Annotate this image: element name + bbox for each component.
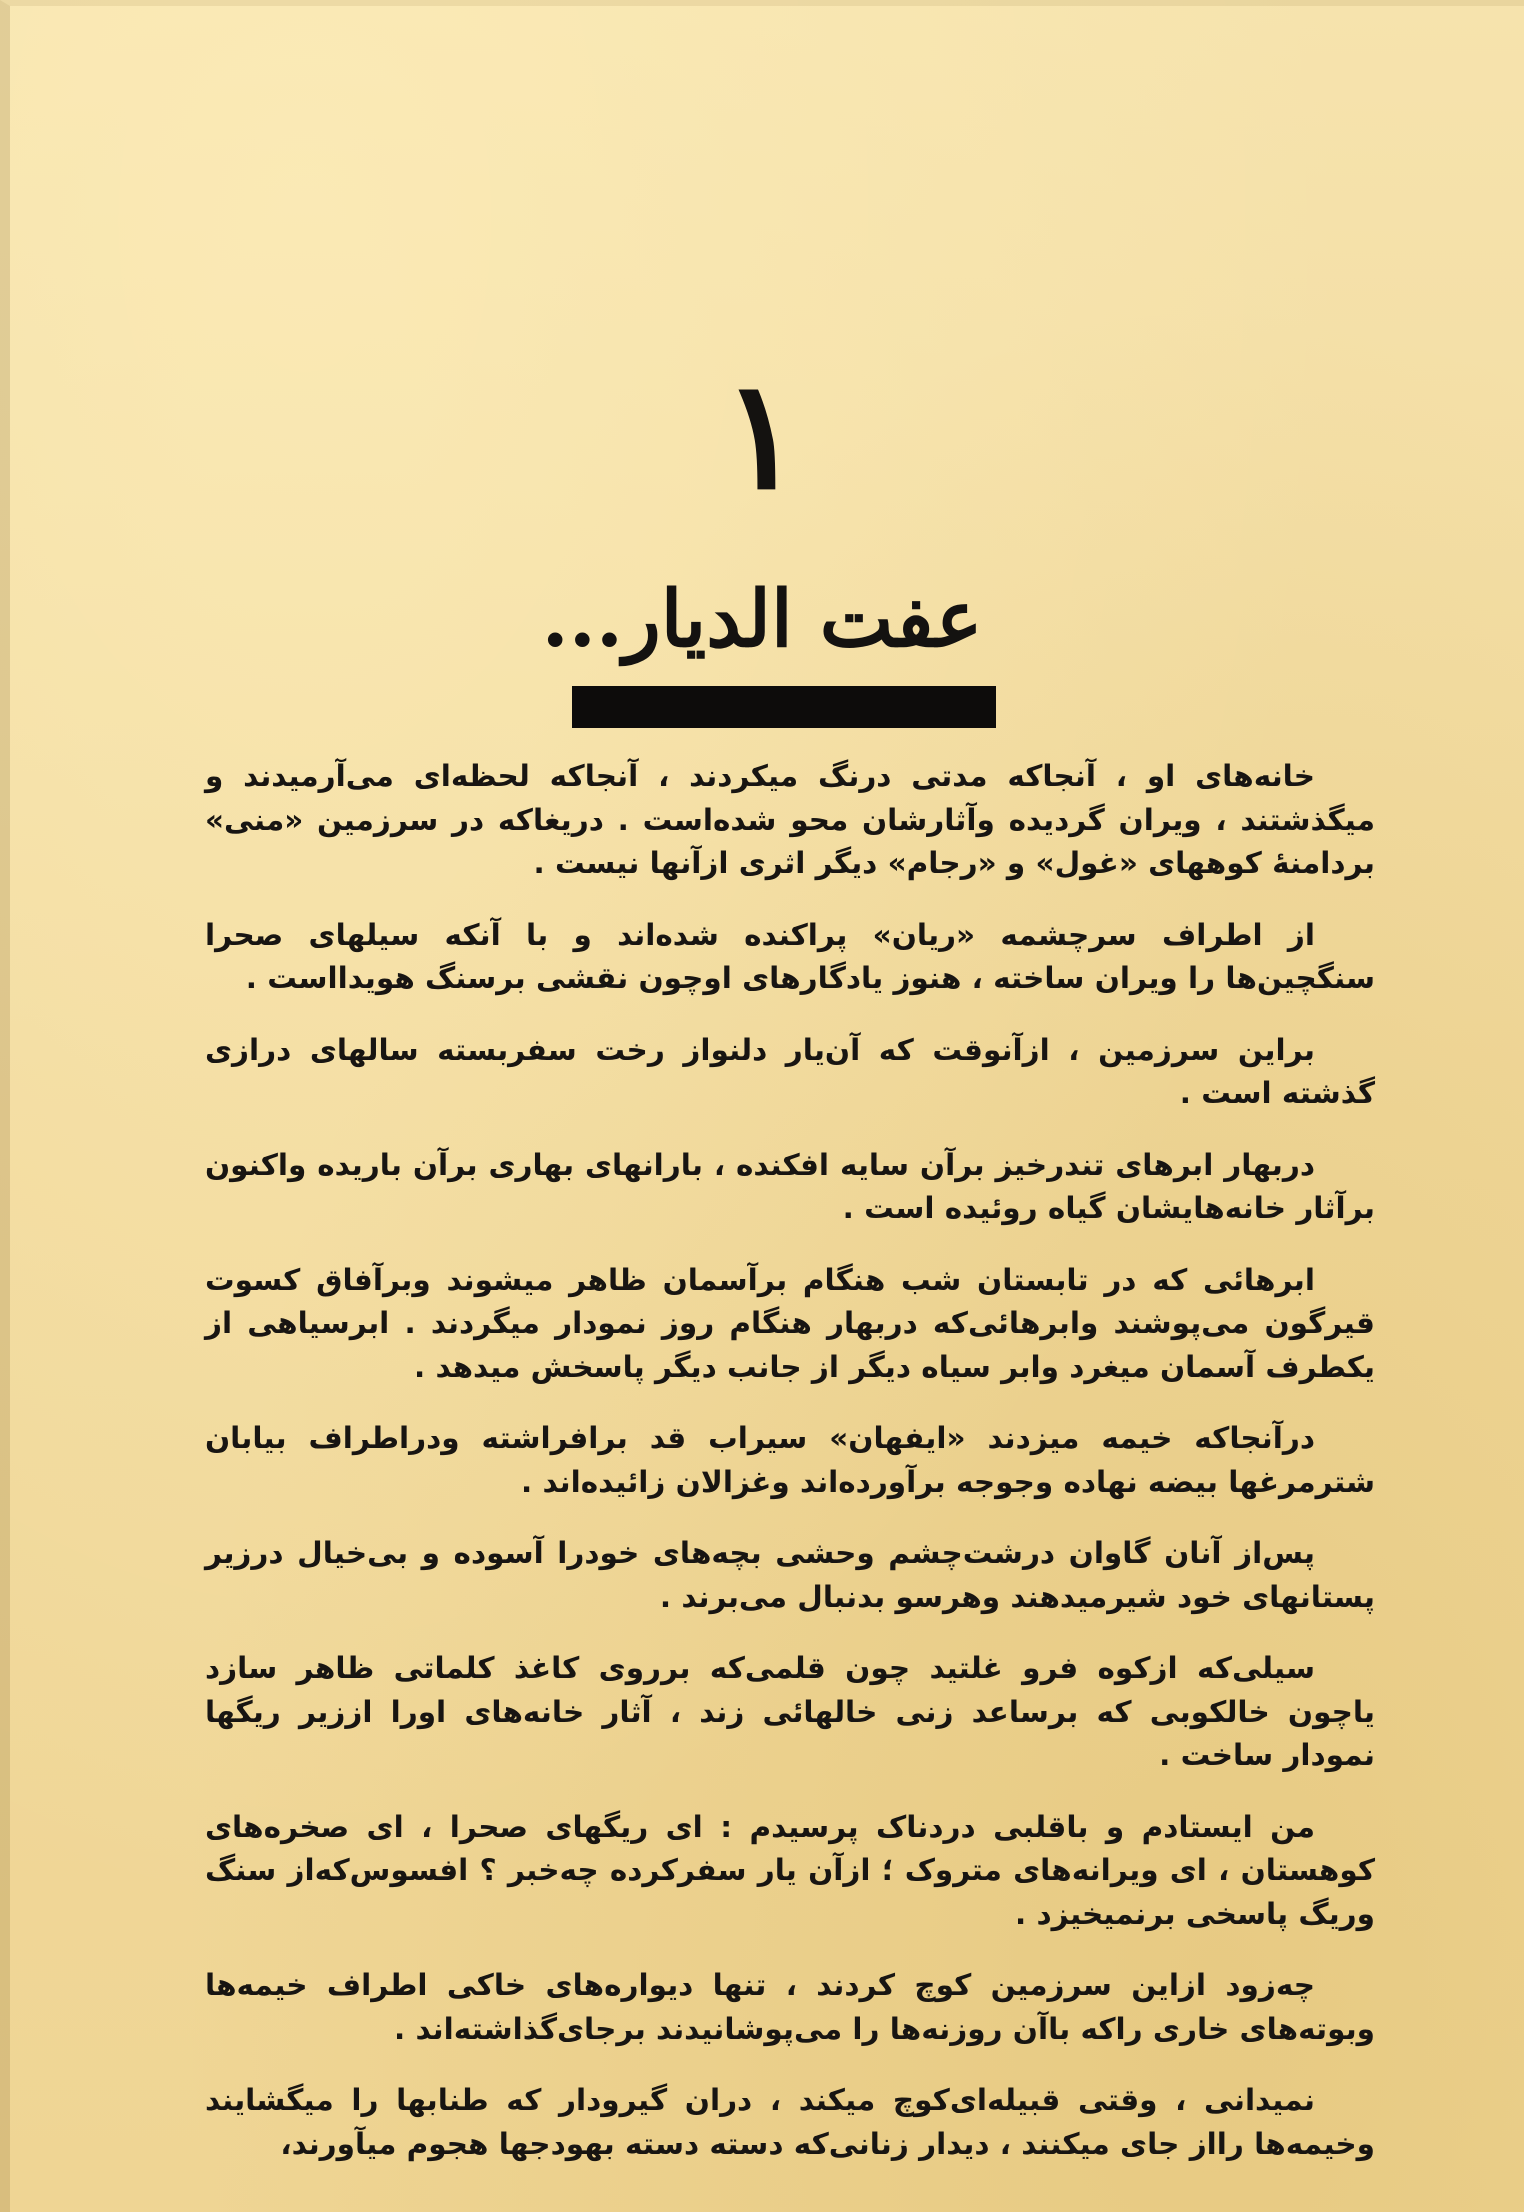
- paragraph: دربهار ابرهای تندرخیز برآن سایه افکنده ، بارانهای بهاری برآن باریده واکنون برآثار خانه‌هایشان گیاه روئیده است .: [205, 1147, 1375, 1225]
- paragraph: درآنجاکه خیمه میزدند «ایفهان» سیراب قد برافراشته ودراطراف بیابان شترمرغها بیضه نهاده وجوجه برآورده‌اند وغزالان زائیده‌اند .: [205, 1421, 1375, 1499]
- redaction-bar: [572, 686, 996, 728]
- paragraph: پس‌از آنان گاوان درشت‌چشم وحشی بچه‌های خودرا آسوده و بی‌خیال درزیر پستانهای خود شیرمیدهند وهرسو بدنبال می‌برند .: [205, 1536, 1375, 1614]
- paragraph: از اطراف سرچشمه «ریان» پراکنده شده‌اند و با آنکه سیلهای صحرا سنگچین‌ها را ویران ساخته ، هنوز یادگارهای اوچون نقشی برسنگ هویدااست .: [205, 917, 1375, 995]
- paragraph: من ایستادم و باقلبی دردناک پرسیدم : ای ریگهای صحرا ، ای صخره‌های کوهستان ، ای ویرانه‌های متروک ؛ ازآن یار سفرکرده چه‌خبر ؟ افسوس‌که‌از سنگ وریگ پاسخی برنمیخیزد .: [205, 1809, 1375, 1931]
- chapter-number: ۱: [721, 347, 803, 523]
- paragraph: نمیدانی ، وقتی قبیله‌ای‌کوچ میکند ، دران گیرودار که طنابها را میگشایند وخیمه‌ها رااز جای میکنند ، دیدار زنانی‌که دسته دسته بهودجها هجوم میآورند،: [205, 2083, 1375, 2161]
- paragraph: ابرهائی که در تابستان شب هنگام برآسمان ظاهر میشوند وبرآفاق کسوت قیرگون می‌پوشند وابرهائی‌که دربهار هنگام روز نمودار میگردند . ابرسیاهی از یکطرف آسمان میغرد وابر سیاه دیگر از جانب دیگر پاسخش میدهد .: [205, 1262, 1375, 1384]
- paragraph: سیلی‌که ازکوه فرو غلتید چون قلمی‌که برروی کاغذ کلماتی ظاهر سازد یاچون خالکوبی که برساعد زنی خالهائی زند ، آثار خانه‌های اورا اززیر ریگها نمودار ساخت .: [205, 1651, 1375, 1772]
- paragraph: خانه‌های او ، آنجاکه مدتی درنگ میکردند ، آنجاکه لحظه‌ای می‌آرمیدند و میگذشتند ، ویران گردیده وآثارشان محو شده‌است . دریغاکه در سرزمین «منی» بردامنهٔ کوههای «غول» و «رجام» دیگر اثری ازآنها نیست .: [205, 759, 1375, 880]
- chapter-body: [205, 755, 1375, 2194]
- paragraph: براین سرزمین ، ازآنوقت که آن‌یار دلنواز رخت سفربسته سالهای درازی گذشته است .: [205, 1032, 1375, 1110]
- paragraph: چه‌زود ازاین سرزمین کوچ کردند ، تنها دیواره‌های خاکی اطراف خیمه‌ها وبوته‌های خاری راکه باآن روزنه‌ها را می‌پوشانیدند برجای‌گذاشته‌اند .: [205, 1968, 1375, 2046]
- chapter-title: عفت الدیار...: [541, 574, 983, 665]
